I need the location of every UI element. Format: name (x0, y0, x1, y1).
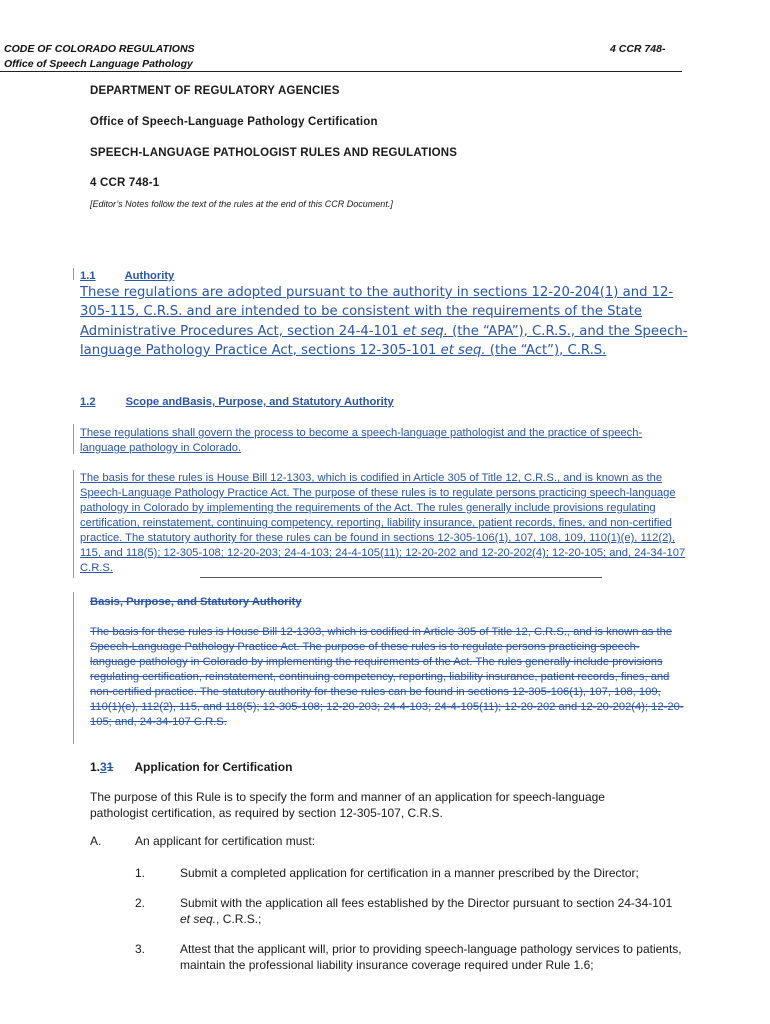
authority-text: These regulations are adopted pursuant to the authority in sections 12-20-204(1) and 12-305-115, C.R.S. and are intended to be consistent with the requirements of the State Administrative Procedures Act, section 24-4-101 (80, 285, 674, 339)
header-code-title: CODE OF COLORADO REGULATIONS (4, 43, 195, 55)
section-number: 1.31 (90, 760, 114, 774)
header-office: Office of Speech Language Pathology (4, 58, 193, 70)
basis-paragraph: The basis for these rules is House Bill 12-1303, which is codified in Article 305 of Title 12, C.R.S., and is known as the Speech-Language Pathology Practice Act. The purpose of these rules is to regulate persons practicing speech-language pathology in Colorado by implementing the requirements of the Act. The rules generally include provisions regulating certification, reinstatement, continuing competency, reporting, liability insurance, patient records, fines, and non-certified practice. The statutory authority for these rules can be found in sections 12-305-106(1), 107, 108, 109, 110(1)(e), 112(2), 115, and 118(5); 12-305-108; 12-20-203; 24-4-103; 24-4-105(11); 12-20-202 and 12-20-202(4); 12-20-105; and, 24-34-107 C.R.S. (80, 472, 686, 574)
paragraph-divider (200, 577, 602, 578)
list-item-text: Submit a completed application for certification in a manner prescribed by the Director; (180, 866, 639, 880)
change-bar (73, 268, 74, 280)
section-1-1-heading (80, 270, 174, 282)
deleted-paragraph: The basis for these rules is House Bill 12-1303, which is codified in Article 305 of Title 12, C.R.S., and is known as the Speech-Language Pathology Practice Act. The purpose of these rules is to regulate persons practicing speech-language pathology in Colorado by implementing the requirements of the Act. The rules generally include provisions regulating certification, reinstatement, continuing competency, reporting, liability insurance, patient records, fines, and non-certified practice. The statutory authority for these rules can be found in sections 12-305-106(1), 107, 108, 109, 110(1)(e), 112(2), 115, and 118(5); 12-305-108; 12-20-203; 24-4-103; 24-4-105(11); 12-20-202 and 12-20-202(4); 12-20-105; and, 24-34-107 C.R.S. (90, 626, 684, 728)
ccr-title: 4 CCR 748-1 (90, 177, 160, 189)
authority-text: (the “APA”), C.R.S., and the Speech-language Pathology Practice Act, sections 12-305-101 (80, 323, 688, 358)
department-title: DEPARTMENT OF REGULATORY AGENCIES (90, 85, 340, 97)
section-title: Authority (124, 270, 175, 282)
section-title: Application for Certification (134, 760, 293, 774)
section-1-2-heading (80, 396, 394, 408)
list-item-number: 3. (135, 942, 146, 956)
list-item-text: Submit with the application all fees established by the Director pursuant to section 24-34-101 et seq., C.R.S.; (180, 896, 673, 926)
scope-paragraph: These regulations shall govern the process to become a speech-language pathologist and the practice of speech-language pathology in Colorado. (80, 427, 643, 454)
list-item-number: 2. (135, 896, 146, 910)
authority-text: (the “Act”), C.R.S. (485, 342, 607, 358)
list-item-number: 1. (135, 866, 146, 880)
rules-title: SPEECH-LANGUAGE PATHOLOGIST RULES AND REGULATIONS (90, 147, 458, 159)
editor-note: [Editor’s Notes follow the text of the rules at the end of this CCR Document.] (90, 199, 393, 209)
section-1-1-text (80, 283, 690, 360)
header-ccr-number: 4 CCR 748- (610, 43, 666, 55)
deleted-heading: Basis, Purpose, and Statutory Authority (90, 596, 302, 608)
change-bar (73, 592, 74, 744)
header-rule (0, 71, 682, 72)
et-seq: et seq. (440, 342, 486, 358)
change-bar (73, 424, 74, 454)
et-seq: et seq. (402, 323, 448, 339)
change-bar (73, 470, 74, 578)
section-1-3-heading (90, 760, 292, 774)
section-number: 1.1 (80, 270, 96, 282)
section-1-3-intro: The purpose of this Rule is to specify the form and manner of an application for speech-language pathologist certification, as required by section 12-305-107, C.R.S. (90, 790, 605, 820)
section-title: Scope andBasis, Purpose, and Statutory Authority (125, 396, 394, 408)
office-title: Office of Speech-Language Pathology Certification (90, 116, 378, 128)
section-number: 1.2 (80, 396, 96, 408)
item-a-label: A. (90, 834, 102, 848)
list-item-text: Attest that the applicant will, prior to providing speech-language pathology services to patients, maintain the professional liability insurance coverage required under Rule 1.6; (180, 942, 682, 972)
item-a-text: An applicant for certification must: (135, 834, 316, 848)
